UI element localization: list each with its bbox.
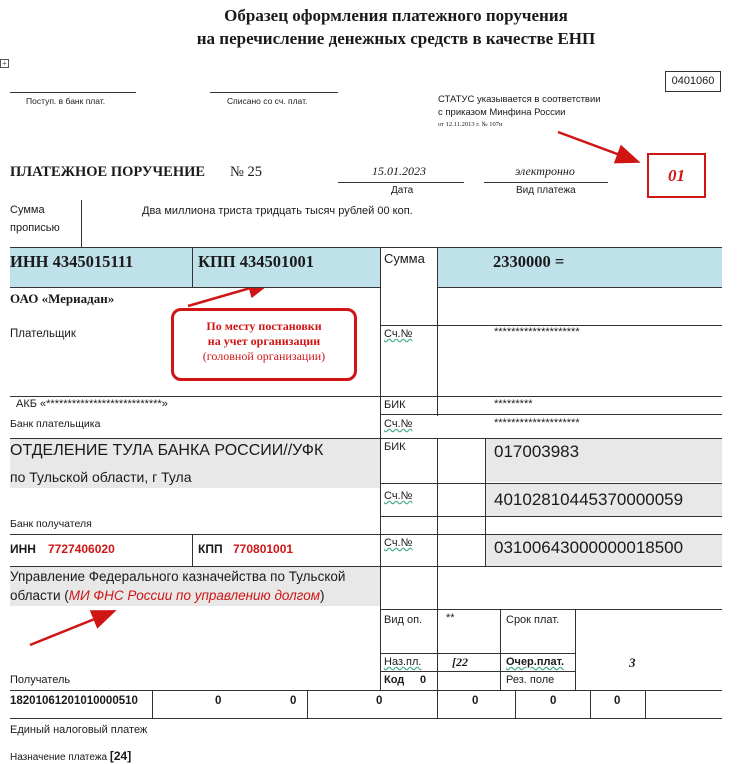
recipient-bank-label: Банк получателя bbox=[10, 518, 92, 530]
payer-bank: АКБ «***************************» bbox=[16, 398, 168, 410]
line-payer-bottom bbox=[10, 396, 722, 397]
line-tax-bottom bbox=[10, 718, 722, 719]
order-date: 15.01.2023 bbox=[372, 164, 426, 178]
vline-tax-3 bbox=[437, 690, 438, 718]
recipient-inn-value: 7727406020 bbox=[48, 542, 115, 556]
purpose-text: Единый налоговый платеж bbox=[10, 724, 148, 736]
status-note-line2: с приказом Минфина России bbox=[438, 107, 566, 118]
debited-line bbox=[210, 92, 338, 93]
line-fields-mid bbox=[380, 653, 575, 654]
tax-field-4: 0 bbox=[472, 695, 479, 707]
amount-words-value: Два миллиона триста тридцать тысяч рублей 00 коп. bbox=[142, 205, 413, 217]
recipient-account-value: 03100643000000018500 bbox=[494, 538, 684, 557]
line-inn-bottom bbox=[10, 566, 380, 567]
line-amount-bottom bbox=[437, 287, 722, 288]
page-title-line2: на перечисление денежных средств в качестве ЕНП bbox=[196, 29, 596, 48]
recipient-kpp-value: 770801001 bbox=[233, 542, 294, 556]
queue-label: Очер.плат. bbox=[506, 656, 565, 668]
payer-kpp: КПП 434501001 bbox=[198, 252, 315, 271]
payment-type-value: электронно bbox=[515, 164, 575, 178]
payer-bik-label: БИК bbox=[384, 399, 406, 411]
code-value: 0 bbox=[420, 674, 427, 686]
debited-label: Списано со сч. плат. bbox=[227, 96, 308, 106]
recipient-label: Получатель bbox=[10, 674, 71, 686]
payer-inn: ИНН 4345015111 bbox=[10, 252, 134, 271]
purpose-label: Наз.пл. bbox=[384, 656, 422, 668]
purpose-value: [22 bbox=[452, 655, 468, 669]
recipient-bik-label: БИК bbox=[384, 441, 406, 453]
payer-account-label: Сч.№ bbox=[384, 328, 413, 340]
tax-field-6: 0 bbox=[614, 695, 621, 707]
status-note-line1: СТАТУС указывается в соответствии bbox=[438, 94, 601, 105]
recipient-bank-name-1: ОТДЕЛЕНИЕ ТУЛА БАНКА РОССИИ//УФК bbox=[10, 442, 324, 459]
date-label: Дата bbox=[391, 185, 414, 196]
vline-tax-4 bbox=[515, 690, 516, 718]
res-field-label: Рез. поле bbox=[506, 674, 555, 686]
vline-inn-kpp bbox=[192, 247, 193, 287]
line-fields-mid2 bbox=[380, 671, 575, 672]
callout-line3: (головной организации) bbox=[202, 349, 326, 363]
kbk-value: 18201061201010000510 bbox=[10, 695, 138, 707]
line-corr-bottom bbox=[380, 516, 722, 517]
line-bik-bottom bbox=[380, 414, 722, 415]
page-title-line1: Образец оформления платежного поручения bbox=[224, 6, 568, 25]
vline-rinn-kpp bbox=[192, 534, 193, 566]
tax-field-5: 0 bbox=[550, 695, 557, 707]
vline-tax-1 bbox=[152, 690, 153, 718]
received-label: Поступ. в банк плат. bbox=[26, 96, 106, 106]
vline-main bbox=[380, 247, 381, 690]
recipient-corr-value: 40102810445370000059 bbox=[494, 490, 684, 509]
line-payer-top bbox=[10, 247, 722, 248]
queue-value: 3 bbox=[629, 655, 636, 670]
recipient-name-1: Управление Федерального казначейства по Тульской bbox=[10, 569, 346, 584]
recipient-arrow bbox=[30, 612, 112, 645]
recipient-account-label: Сч.№ bbox=[384, 537, 413, 549]
op-type-label: Вид оп. bbox=[384, 614, 423, 626]
vline-tax-6 bbox=[645, 690, 646, 718]
payment-type-line bbox=[484, 182, 608, 183]
recipient-corr-label: Сч.№ bbox=[384, 490, 413, 502]
order-title: ПЛАТЕЖНОЕ ПОРУЧЕНИЕ bbox=[10, 164, 206, 180]
vline-fields-2 bbox=[575, 609, 576, 690]
payer-account-value: ******************** bbox=[494, 326, 580, 338]
purpose-footer-code: [24] bbox=[109, 749, 132, 763]
line-recipient-top bbox=[10, 534, 722, 535]
payer-name: ОАО «Мериадан» bbox=[10, 291, 115, 306]
amount-shade bbox=[437, 247, 722, 287]
callout-line1: По месту постановки bbox=[206, 319, 322, 333]
callout-line2: на учет организации bbox=[207, 334, 321, 348]
tax-field-2: 0 bbox=[290, 695, 297, 707]
vline-tax-5 bbox=[590, 690, 591, 718]
line-tax-top bbox=[10, 690, 722, 691]
recipient-bank-name-2: по Тульской области, г Тула bbox=[10, 469, 192, 485]
vline-values-inner bbox=[485, 438, 486, 566]
status-note-line3: от 12.11.2013 г. № 107н bbox=[438, 121, 503, 128]
form-code-box: 0401060 bbox=[665, 71, 721, 92]
status-code-box: 01 bbox=[647, 153, 706, 198]
vline-fields-1 bbox=[500, 609, 501, 690]
recipient-name-2-red: МИ ФНС России по управлению долгом bbox=[68, 588, 321, 603]
amount-words-label-2: прописью bbox=[10, 222, 60, 234]
line-recipient-bank-top bbox=[10, 438, 722, 439]
code-label: Код bbox=[384, 674, 405, 686]
payer-corr-label: Сч.№ bbox=[384, 418, 413, 430]
recipient-name-2-end: ) bbox=[320, 588, 325, 603]
amount-words-label-1: Сумма bbox=[10, 204, 45, 216]
order-number: № 25 bbox=[230, 164, 262, 180]
vline-amount bbox=[437, 247, 438, 416]
recipient-name-2 bbox=[10, 588, 325, 603]
kpp-callout bbox=[171, 308, 357, 381]
date-line bbox=[338, 182, 464, 183]
line-payer-id-bottom bbox=[10, 287, 380, 288]
tax-field-3: 0 bbox=[376, 695, 383, 707]
purpose-footer bbox=[10, 749, 131, 763]
amount-value: 2330000 = bbox=[493, 252, 565, 271]
payment-type-label: Вид платежа bbox=[516, 185, 576, 196]
recipient-inn-label: ИНН bbox=[10, 542, 36, 556]
purpose-footer-label: Назначение платежа bbox=[10, 752, 108, 763]
status-arrow bbox=[558, 132, 636, 161]
tax-field-1: 0 bbox=[215, 695, 222, 707]
line-rbik-bottom bbox=[380, 483, 722, 484]
payer-bik-value: ********* bbox=[494, 398, 533, 410]
recipient-name-2-start: области ( bbox=[10, 588, 69, 603]
payer-bank-label: Банк плательщика bbox=[10, 418, 101, 430]
op-type-value: ** bbox=[446, 612, 455, 624]
amount-words-divider bbox=[81, 200, 82, 247]
vline-values bbox=[437, 438, 438, 690]
recipient-kpp-label: КПП bbox=[198, 542, 223, 556]
move-handle-icon[interactable]: + bbox=[0, 59, 9, 68]
payer-corr-value: ******************** bbox=[494, 417, 580, 429]
line-account-bottom bbox=[380, 566, 722, 567]
vline-tax-2 bbox=[307, 690, 308, 718]
amount-label: Сумма bbox=[384, 251, 425, 266]
received-line bbox=[10, 92, 136, 93]
due-date-label: Срок плат. bbox=[506, 614, 560, 626]
payer-label: Плательщик bbox=[10, 328, 76, 340]
recipient-bik-value: 017003983 bbox=[494, 442, 580, 461]
line-fields-top bbox=[380, 609, 722, 610]
